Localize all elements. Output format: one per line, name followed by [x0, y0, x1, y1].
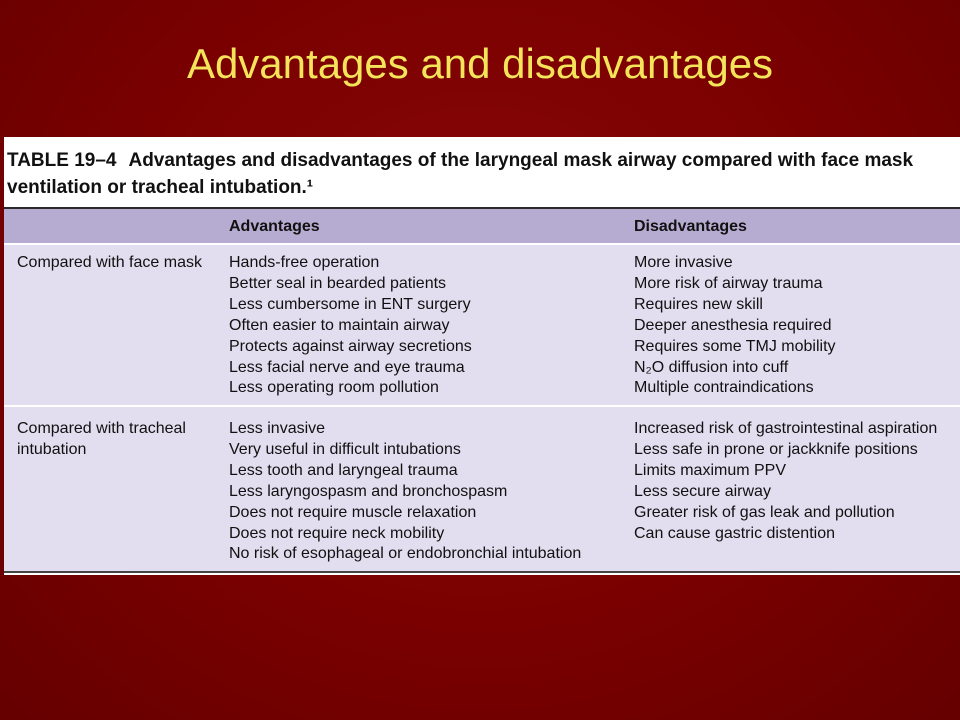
list-item: Less operating room pollution: [229, 379, 439, 397]
list-item: Less invasive: [229, 420, 326, 437]
advantages-list-tracheal-intubation: [229, 419, 624, 565]
list-item: Requires some TMJ mobility: [634, 337, 836, 355]
list-item: More invasive: [634, 254, 733, 271]
list-item: Hands-free operation: [229, 254, 380, 271]
list-item: Limits maximum PPV: [634, 461, 787, 479]
table-caption-text: Advantages and disadvantages of the laryngeal mask airway compared with face mask ventilation or tracheal intubation.¹: [7, 150, 914, 198]
disadvantages-list-face-mask: [634, 253, 960, 399]
list-item: Does not require neck mobility: [229, 524, 445, 542]
header-advantages: Advantages: [229, 218, 320, 235]
list-item: Multiple contraindications: [634, 379, 814, 397]
list-item: Less cumbersome in ENT surgery: [229, 295, 471, 313]
slide-title: Advantages and disadvantages: [186, 40, 774, 87]
table-caption: [7, 147, 957, 201]
row-label-tracheal-intubation: Compared with tracheal intubation: [17, 420, 186, 458]
list-item: Often easier to maintain airway: [229, 316, 450, 334]
disadvantages-list-tracheal-intubation: [634, 419, 960, 544]
list-item: Less laryngospasm and bronchospasm: [229, 482, 508, 500]
bottom-rule: [4, 571, 960, 573]
list-item: Can cause gastric distention: [634, 524, 835, 542]
list-item: Requires new skill: [634, 295, 763, 313]
list-item: N₂O diffusion into cuff: [634, 358, 789, 376]
list-item: Less secure airway: [634, 482, 771, 500]
row-label-face-mask: Compared with face mask: [17, 254, 202, 271]
list-item: More risk of airway trauma: [634, 274, 823, 292]
list-item: Deeper anesthesia required: [634, 316, 832, 334]
list-item: Does not require muscle relaxation: [229, 503, 477, 521]
table-panel: [4, 137, 960, 575]
list-item: Less safe in prone or jackknife positions: [634, 440, 918, 458]
list-item: Increased risk of gastrointestinal aspiration: [634, 420, 938, 437]
list-item: Less facial nerve and eye trauma: [229, 358, 465, 376]
advantages-list-face-mask: [229, 253, 624, 399]
list-item: Greater risk of gas leak and pollution: [634, 503, 895, 521]
list-item: Better seal in bearded patients: [229, 274, 447, 292]
list-item: Protects against airway secretions: [229, 337, 472, 355]
list-item: Less tooth and laryngeal trauma: [229, 461, 458, 479]
list-item: Very useful in difficult intubations: [229, 440, 461, 458]
list-item: No risk of esophageal or endobronchial intubation: [229, 545, 582, 563]
table-number: TABLE 19–4: [7, 150, 117, 171]
header-disadvantages: Disadvantages: [634, 218, 747, 235]
